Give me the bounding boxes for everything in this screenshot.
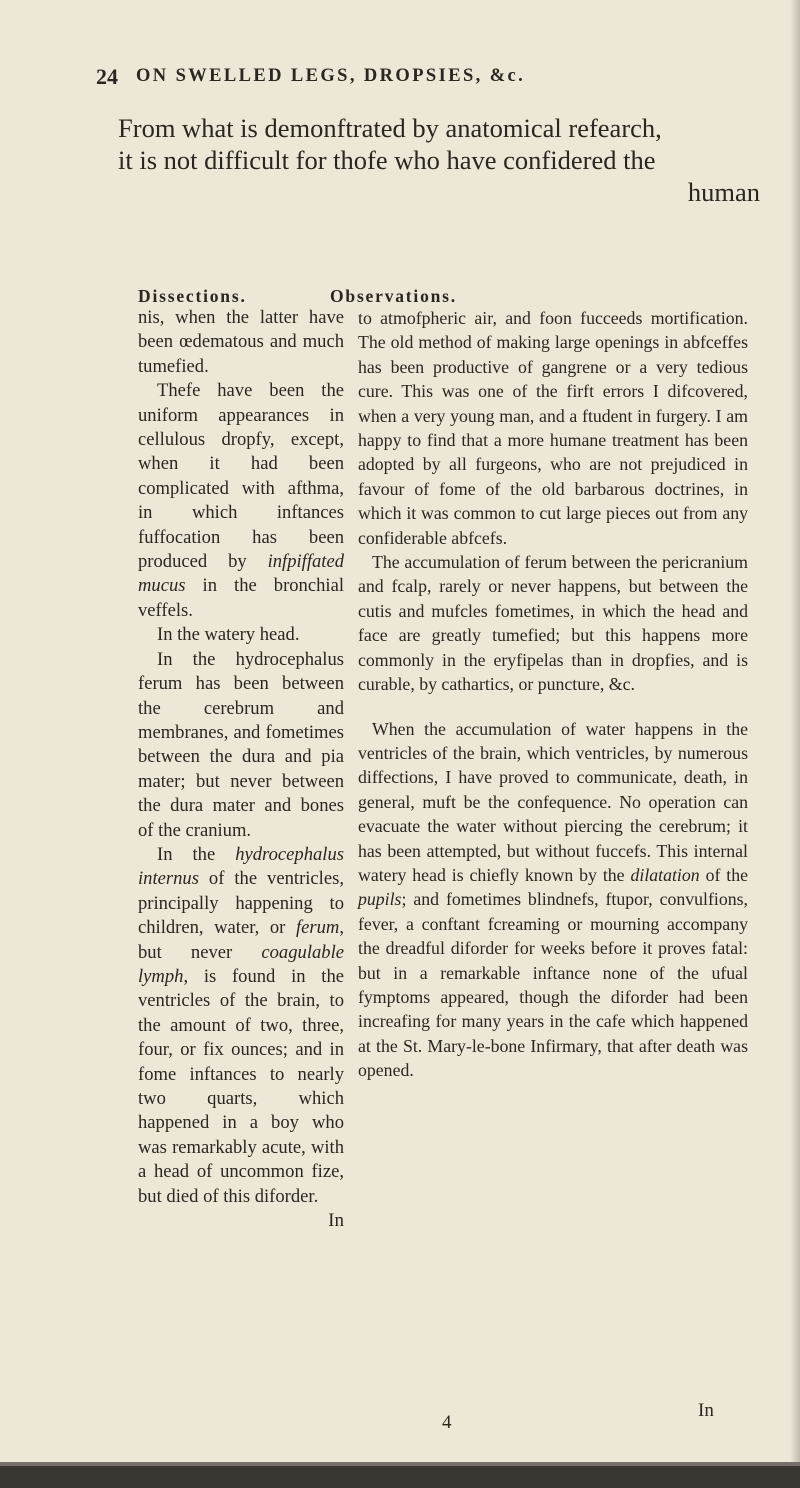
left-catchword: In xyxy=(328,1210,344,1232)
left-paragraph-4: In the hydrocephalus ferum has been between the cerebrum and membranes, and fometimes between the dura and pia mater; but never between the dura mater and bones of the cranium. xyxy=(138,648,344,841)
observations-heading: Observations. xyxy=(330,286,457,306)
right-paragraph-1: to atmofpheric air, and foon fucceeds mortification. The old method of making large openings in abfceffes has been productive of gangrene or a very tedious cure. This was one of the firft errors I difcovered, when a very young man, and a ftudent in furgery. I am happy to find that a more humane treatment has been adopted by all furgeons, who are not prejudiced in favour of fome of the old barbarous doctrines, in which it was common to cut large pieces out from any confiderable abfcefs. xyxy=(358,308,748,548)
left-p5-italic-3: coagulable lymph xyxy=(138,941,344,987)
left-paragraph-2 xyxy=(138,379,344,623)
intro-line-2: it is not difficult for thofe who have confidered the xyxy=(118,145,656,175)
left-p2-italic: infpiffated mucus xyxy=(138,551,344,597)
left-p2-end: in the bronchial veffels. xyxy=(138,575,344,621)
right-p3-end: ; and fometimes blindnefs, ftupor, convulfions, fever, a conftant fcreaming or mourning accompany the dreadful diforder for weeks before it proves fatal: but in a remarkable inftance none of the ufual fymptoms appeared, though the diforder had been increafing for many years in the cafe which happened at the St. Mary-le-bone Infirmary, that after death was opened. xyxy=(358,889,748,1081)
left-p5-italic-2: ferum xyxy=(295,917,340,939)
intro-line-1: From what is demonftrated by anatomical refearch, xyxy=(118,113,662,143)
page-edge-shadow xyxy=(790,0,800,1466)
left-p5-mid-1: of the ventricles, principally happening to children, water, or xyxy=(138,868,344,939)
left-p2-text: Thefe have been the uniform appearances in cellulous dropfy, except, when it had been complicated with afthma, in which inftances fuffocation has been produced by xyxy=(138,380,344,573)
right-p3-mid: of the xyxy=(705,864,749,885)
right-paragraph-2: The accumulation of ferum between the pericranium and fcalp, rarely or never happens, but between the cutis and mufcles fometimes, in which the head and face are greatly tumefied; but this happens more commonly in the eryfipelas than in dropfies, and is curable, by cathartics, or puncture, &c. xyxy=(358,552,748,695)
right-catchword: In xyxy=(698,1400,714,1421)
dissections-column xyxy=(138,306,344,1233)
left-p5-mid-2: , but never xyxy=(138,917,344,963)
left-paragraph-5 xyxy=(138,843,344,1209)
running-head xyxy=(96,64,736,94)
bottom-edge-band xyxy=(0,1466,800,1488)
left-paragraph-1: nis, when the latter have been œdematous and much tumefied. xyxy=(138,307,344,377)
intro-line-3: human xyxy=(687,177,760,207)
left-p5-italic-1: hydrocephalus internus xyxy=(138,843,344,890)
right-p3-italic-1: dilatation xyxy=(630,864,700,885)
page-number: 24 xyxy=(96,64,118,89)
right-p3-italic-2: pupils xyxy=(358,889,402,910)
intro-text xyxy=(118,112,760,208)
observations-column xyxy=(358,306,748,1083)
left-paragraph-3: In the watery head. xyxy=(157,624,300,646)
left-p5-pre: In the xyxy=(157,843,216,865)
left-p5-end: , is found in the ventricles of the brain, to the amount of two, three, four, or fix ounces; and in fome inftances to nearly two quarts, which happened in a boy who was remarkably acute, with a head of uncommon fize, but died of this diforder. xyxy=(138,965,344,1207)
signature-mark: 4 xyxy=(442,1412,452,1433)
dissections-heading: Dissections. xyxy=(138,286,247,306)
right-p3-pre: When the accumulation of water happens in the ventricles of the brain, which ventricles, by numerous diffections, I have proved to communicate, death, in general, muft be the confequence. No operation can evacuate the water without piercing the cerebrum; it has been attempted, but without fuccefs. This internal watery head is chiefly known by the xyxy=(358,718,748,885)
running-title: ON SWELLED LEGS, DROPSIES, &c. xyxy=(136,66,526,86)
right-paragraph-3 xyxy=(358,717,748,1083)
